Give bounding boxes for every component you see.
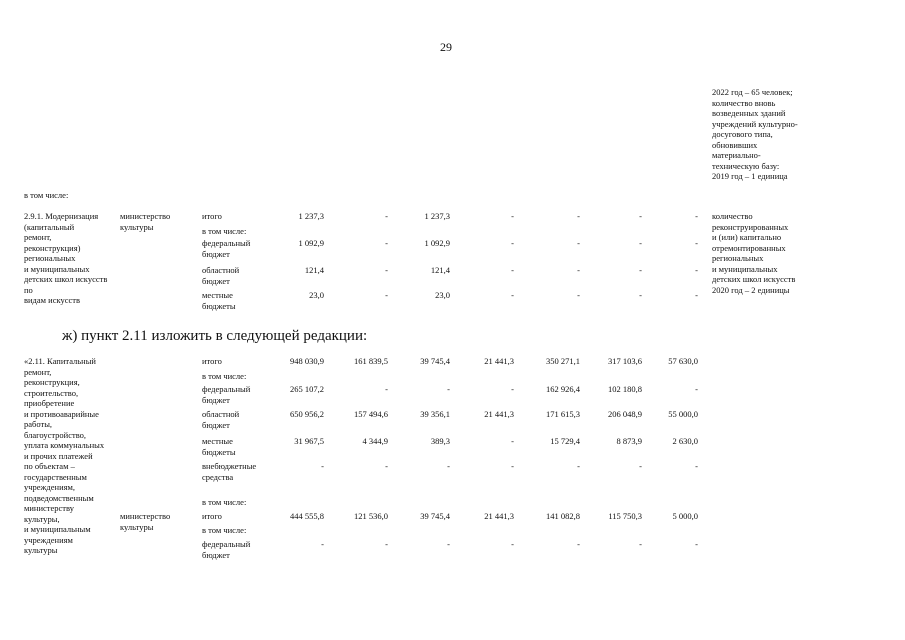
amount-cell: - — [511, 211, 514, 221]
amount-cell: 1 092,9 — [424, 238, 450, 248]
amount-cell: 948 030,9 — [290, 356, 324, 366]
amount-cell: - — [577, 290, 580, 300]
amount-cell: - — [447, 461, 450, 471]
amount-cell: 21 441,3 — [484, 356, 514, 366]
amount-cell: 102 180,8 — [608, 384, 642, 394]
amount-cell: - — [639, 211, 642, 221]
amount-cell: 157 494,6 — [354, 409, 388, 419]
amount-cell: 23,0 — [435, 290, 450, 300]
executor: министерство культуры — [120, 511, 171, 532]
funding-source: внебюджетные средства — [202, 461, 257, 482]
amount-cell: - — [511, 290, 514, 300]
amount-cell: 1 092,9 — [298, 238, 324, 248]
amount-cell: - — [385, 238, 388, 248]
funding-source: областной бюджет — [202, 409, 240, 430]
amount-cell: - — [447, 384, 450, 394]
amount-cell: 444 555,8 — [290, 511, 324, 521]
amount-cell: 161 839,5 — [354, 356, 388, 366]
funding-source: федеральный бюджет — [202, 384, 251, 405]
amount-cell: - — [385, 211, 388, 221]
amount-cell: 15 729,4 — [550, 436, 580, 446]
amount-cell: 162 926,4 — [546, 384, 580, 394]
amount-cell: 21 441,3 — [484, 409, 514, 419]
amount-cell: 389,3 — [430, 436, 450, 446]
target-indicator: количество реконструированных и (или) капитально отремонтированных региональных и муниципальных детских школ искусств 2020 год – 2 единицы — [712, 211, 796, 295]
amount-cell: - — [695, 211, 698, 221]
amount-cell: - — [511, 461, 514, 471]
amount-cell: 1 237,3 — [298, 211, 324, 221]
amount-cell: 350 271,1 — [546, 356, 580, 366]
amount-cell: - — [577, 539, 580, 549]
amount-cell: 650 956,2 — [290, 409, 324, 419]
amount-cell: - — [385, 539, 388, 549]
funding-source: местные бюджеты — [202, 290, 236, 311]
amount-cell: - — [577, 461, 580, 471]
amount-cell: - — [511, 384, 514, 394]
amount-cell: 121,4 — [304, 265, 324, 275]
funding-source: в том числе: — [202, 371, 247, 381]
amount-cell: - — [695, 290, 698, 300]
amount-cell: - — [639, 290, 642, 300]
page-number: 29 — [440, 40, 452, 54]
amount-cell: - — [695, 238, 698, 248]
amount-cell: 55 000,0 — [668, 409, 698, 419]
funding-source: областной бюджет — [202, 265, 240, 286]
amount-cell: - — [511, 238, 514, 248]
amount-cell: 265 107,2 — [290, 384, 324, 394]
amount-cell: - — [639, 461, 642, 471]
amount-cell: - — [511, 436, 514, 446]
amount-cell: - — [385, 290, 388, 300]
amount-cell: 8 873,9 — [616, 436, 642, 446]
including-label: в том числе: — [24, 190, 69, 200]
amount-cell: - — [385, 461, 388, 471]
amount-cell: - — [695, 461, 698, 471]
amount-cell: - — [695, 265, 698, 275]
amount-cell: 39 745,4 — [420, 511, 450, 521]
amount-cell: - — [577, 211, 580, 221]
amount-cell: 2 630,0 — [672, 436, 698, 446]
amount-cell: 31 967,5 — [294, 436, 324, 446]
amount-cell: 171 615,3 — [546, 409, 580, 419]
amount-cell: - — [695, 539, 698, 549]
amount-cell: - — [321, 539, 324, 549]
measure-name: 2.9.1. Модернизация (капитальный ремонт, реконструкция) региональных и муниципальных детских школ искусств по видам искусств — [24, 211, 108, 305]
funding-source: итого — [202, 211, 222, 221]
amount-cell: - — [511, 539, 514, 549]
funding-source: в том числе: — [202, 525, 247, 535]
amount-cell: 39 745,4 — [420, 356, 450, 366]
amount-cell: - — [447, 539, 450, 549]
funding-source: федеральный бюджет — [202, 539, 251, 560]
funding-source: местные бюджеты — [202, 436, 236, 457]
amount-cell: 57 630,0 — [668, 356, 698, 366]
measure-name: «2.11. Капитальный ремонт, реконструкция, строительство, приобретение и противоаварийные работы, благоустройство, уплата коммунальных и прочих платежей по объектам – государственным учреждениям, подведомственным министерству культуры, и муниципальным учреждениям культуры — [24, 356, 105, 555]
amount-cell: 4 344,9 — [362, 436, 388, 446]
amount-cell: - — [639, 238, 642, 248]
amount-cell: 115 750,3 — [608, 511, 642, 521]
top-indicator-text: 2022 год – 65 человек; количество вновь возведенных зданий учреждений культурно- досугового типа, обновивших материально- техническую базу: 2019 год – 1 единица — [712, 87, 798, 181]
amount-cell: 206 048,9 — [608, 409, 642, 419]
funding-source: в том числе: — [202, 226, 247, 236]
amount-cell: - — [695, 384, 698, 394]
funding-source: федеральный бюджет — [202, 238, 251, 259]
amount-cell: 21 441,3 — [484, 511, 514, 521]
amount-cell: 39 356,1 — [420, 409, 450, 419]
amount-cell: 5 000,0 — [672, 511, 698, 521]
amount-cell: - — [639, 539, 642, 549]
amount-cell: 317 103,6 — [608, 356, 642, 366]
amount-cell: 1 237,3 — [424, 211, 450, 221]
amendment-heading: ж) пункт 2.11 изложить в следующей редакции: — [62, 328, 368, 344]
executor: министерство культуры — [120, 211, 171, 232]
amount-cell: 23,0 — [309, 290, 324, 300]
amount-cell: - — [385, 265, 388, 275]
amount-cell: - — [511, 265, 514, 275]
funding-source: в том числе: — [202, 497, 247, 507]
amount-cell: 121,4 — [430, 265, 450, 275]
amount-cell: - — [639, 265, 642, 275]
amount-cell: - — [385, 384, 388, 394]
amount-cell: - — [577, 265, 580, 275]
amount-cell: - — [577, 238, 580, 248]
amount-cell: - — [321, 461, 324, 471]
funding-source: итого — [202, 511, 222, 521]
amount-cell: 141 082,8 — [546, 511, 580, 521]
funding-source: итого — [202, 356, 222, 366]
amount-cell: 121 536,0 — [354, 511, 388, 521]
